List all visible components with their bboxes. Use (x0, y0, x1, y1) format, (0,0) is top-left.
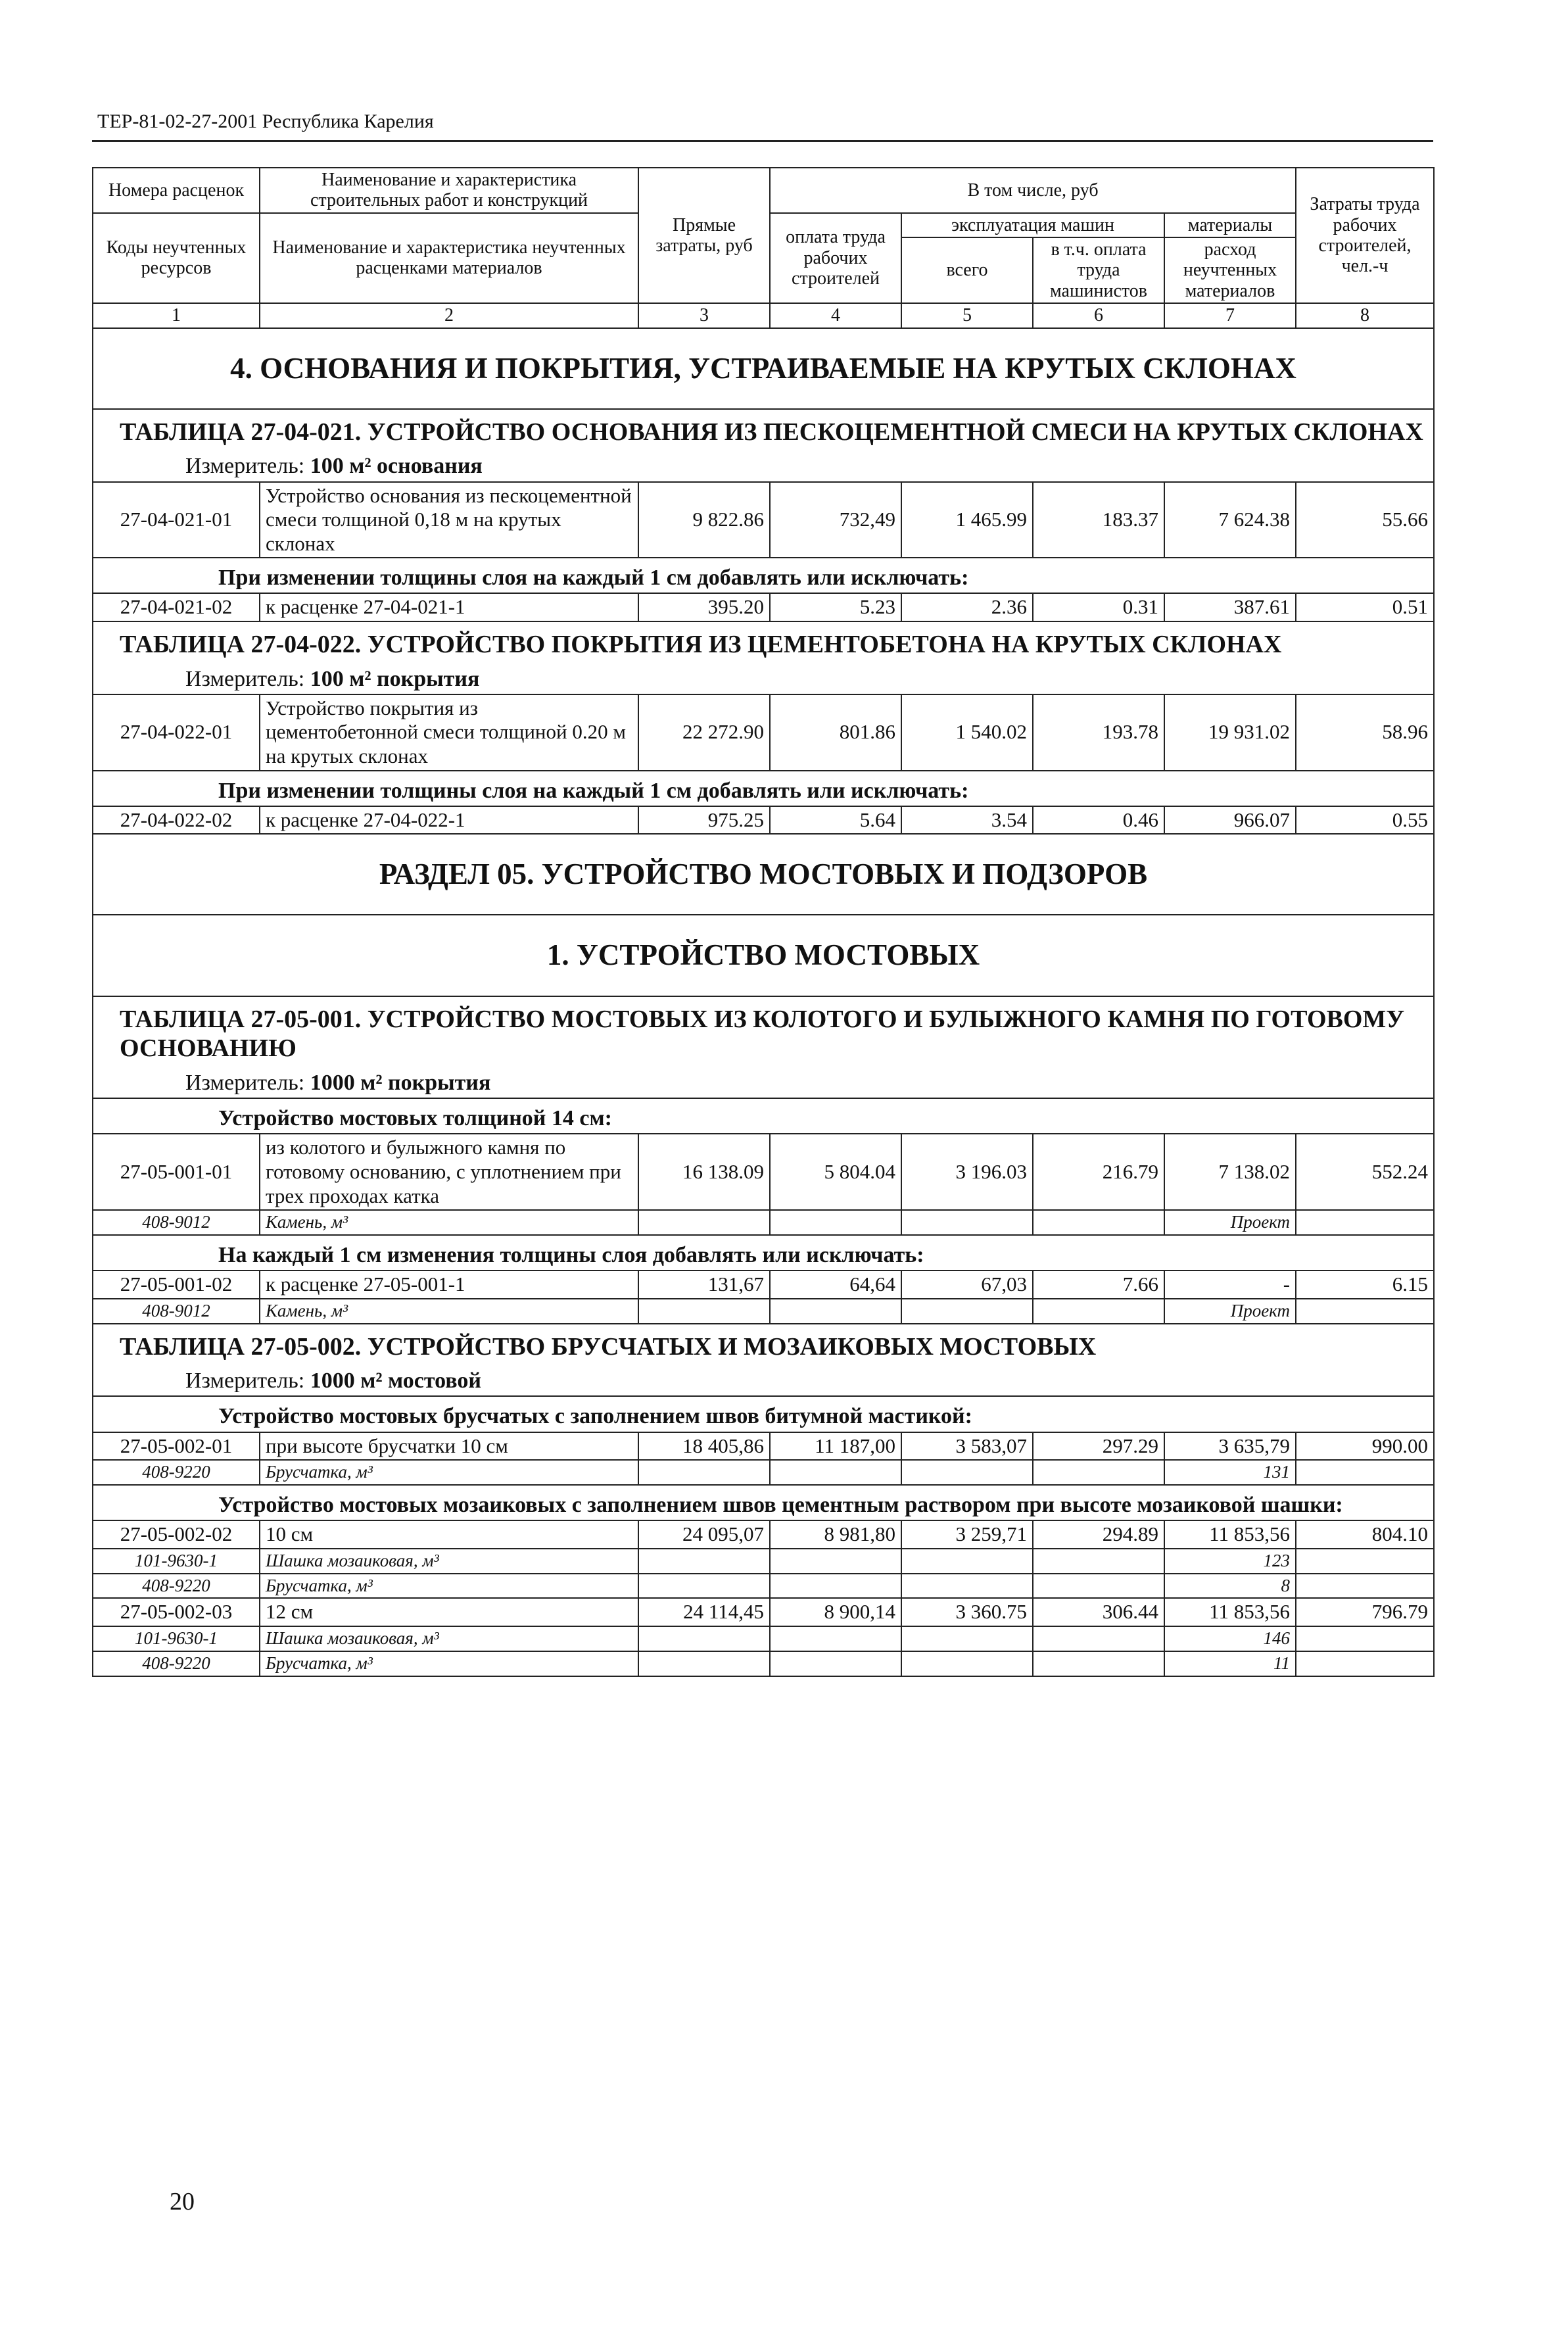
table-title-text: ТАБЛИЦА 27-05-001. УСТРОЙСТВО МОСТОВЫХ ИЗ КОЛОТОГО И БУЛЫЖНОГО КАМНЯ ПО ГОТОВОМУ ОСНОВАНИЮ (120, 1005, 1405, 1063)
rate-code: 27-05-002-02 (93, 1520, 260, 1549)
labor-pay: 5.64 (770, 806, 901, 835)
rate-code: 27-05-001-02 (93, 1271, 260, 1299)
column-number: 2 (260, 303, 638, 327)
rate-code: 27-04-022-02 (93, 806, 260, 835)
meter-label: Измеритель: (185, 454, 305, 479)
resource-row (93, 1626, 1434, 1651)
labor-pay: 64,64 (770, 1271, 901, 1299)
labor-hours: 55.66 (1296, 482, 1434, 558)
machines-total: 1 465.99 (901, 482, 1033, 558)
rate-description: 10 см (260, 1520, 638, 1549)
labor-hours: 6.15 (1296, 1271, 1434, 1299)
empty-cell (1296, 1210, 1434, 1235)
direct-costs: 16 138.09 (638, 1134, 770, 1210)
table-title-text: ТАБЛИЦА 27-05-002. УСТРОЙСТВО БРУСЧАТЫХ И МОЗАИКОВЫХ МОСТОВЫХ (120, 1332, 1097, 1361)
resource-name: Шашка мозаиковая, м³ (260, 1549, 638, 1574)
machinist-pay: 294.89 (1033, 1520, 1164, 1549)
table-meter (120, 666, 1427, 692)
table-row (93, 1432, 1434, 1461)
column-number: 8 (1296, 303, 1434, 327)
resource-code: 408-9220 (93, 1574, 260, 1599)
labor-hours: 552.24 (1296, 1134, 1434, 1210)
meter-label: Измеритель: (185, 1368, 305, 1393)
empty-cell (770, 1651, 901, 1676)
labor-pay: 8 981,80 (770, 1520, 901, 1549)
table-title (93, 621, 1434, 694)
resource-name: Брусчатка, м³ (260, 1574, 638, 1599)
header-rule (92, 140, 1433, 142)
col4-header: оплата труда рабочих строителей (770, 213, 901, 303)
empty-cell (638, 1651, 770, 1676)
rate-description: к расценке 27-05-001-1 (260, 1271, 638, 1299)
rate-description: из колотого и булыжного камня по готовому основанию, с уплотнением при трех проходах катка (260, 1134, 638, 1210)
meter-label: Измеритель: (185, 666, 305, 691)
empty-cell (901, 1626, 1033, 1651)
table-title (93, 409, 1434, 482)
column-numbers-row (93, 303, 1434, 327)
machinist-pay: 0.46 (1033, 806, 1164, 835)
labor-pay: 732,49 (770, 482, 901, 558)
table-row (93, 1271, 1434, 1299)
labor-pay: 5.23 (770, 593, 901, 621)
col7-header: расход неучтенных материалов (1164, 237, 1296, 303)
resource-code: 408-9220 (93, 1651, 260, 1676)
materials-cost: 387.61 (1164, 593, 1296, 621)
labor-pay: 11 187,00 (770, 1432, 901, 1461)
empty-cell (638, 1574, 770, 1599)
labor-pay: 5 804.04 (770, 1134, 901, 1210)
machinist-pay: 193.78 (1033, 694, 1164, 771)
empty-cell (901, 1574, 1033, 1599)
empty-cell (1296, 1460, 1434, 1485)
resource-value: 8 (1164, 1574, 1296, 1599)
labor-hours: 990.00 (1296, 1432, 1434, 1461)
table-row (93, 1520, 1434, 1549)
subsection-title: 1. УСТРОЙСТВО МОСТОВЫХ (93, 915, 1434, 996)
adjustment-note: При изменении толщины слоя на каждый 1 см добавлять или исключать: (93, 771, 1434, 806)
resource-code: 408-9012 (93, 1299, 260, 1324)
machinist-pay: 7.66 (1033, 1271, 1164, 1299)
column-number: 6 (1033, 303, 1164, 327)
column-number: 3 (638, 303, 770, 327)
rate-code: 27-05-002-03 (93, 1598, 260, 1626)
table-meter (120, 1368, 1427, 1394)
empty-cell (901, 1299, 1033, 1324)
empty-cell (770, 1626, 901, 1651)
machinist-pay: 216.79 (1033, 1134, 1164, 1210)
direct-costs: 22 272.90 (638, 694, 770, 771)
direct-costs: 131,67 (638, 1271, 770, 1299)
direct-costs: 24 114,45 (638, 1598, 770, 1626)
materials-cost: 11 853,56 (1164, 1598, 1296, 1626)
materials-cost: 7 138.02 (1164, 1134, 1296, 1210)
table-meter (120, 1070, 1427, 1096)
empty-cell (901, 1210, 1033, 1235)
group-subhead: Устройство мостовых брусчатых с заполнением швов битумной мастикой: (93, 1396, 1434, 1432)
machinist-pay: 297.29 (1033, 1432, 1164, 1461)
rate-description: к расценке 27-04-021-1 (260, 593, 638, 621)
resource-value: 123 (1164, 1549, 1296, 1574)
meter-value: 1000 м² покрытия (310, 1071, 491, 1096)
table-title-text: ТАБЛИЦА 27-04-021. УСТРОЙСТВО ОСНОВАНИЯ ИЗ ПЕСКОЦЕМЕНТНОЙ СМЕСИ НА КРУТЫХ СКЛОНАХ (120, 418, 1423, 446)
group-subhead: Устройство мостовых мозаиковых с заполнением швов цементным раствором при высоте мозаиковой шашки: (93, 1485, 1434, 1520)
empty-cell (901, 1651, 1033, 1676)
machines-total: 3.54 (901, 806, 1033, 835)
materials-cost: - (1164, 1271, 1296, 1299)
machinist-pay: 0.31 (1033, 593, 1164, 621)
resource-name: Брусчатка, м³ (260, 1460, 638, 1485)
materials-cost: 19 931.02 (1164, 694, 1296, 771)
meter-value: 1000 м² мостовой (310, 1368, 481, 1393)
direct-costs: 975.25 (638, 806, 770, 835)
col5-header: всего (901, 237, 1033, 303)
table-title (93, 1324, 1434, 1397)
column-number: 5 (901, 303, 1033, 327)
column-number: 1 (93, 303, 260, 327)
labor-pay: 801.86 (770, 694, 901, 771)
rate-description: Устройство основания из пескоцементной смеси толщиной 0,18 м на крутых склонах (260, 482, 638, 558)
empty-cell (1296, 1549, 1434, 1574)
machines-total: 3 583,07 (901, 1432, 1033, 1461)
page-number: 20 (170, 2188, 195, 2216)
table-meter (120, 453, 1427, 479)
col2-bottom: Наименование и характеристика неучтенных расценками материалов (260, 213, 638, 303)
group-header: В том числе, руб (770, 168, 1296, 213)
page-header: ТЕР-81-02-27-2001 Республика Карелия (97, 110, 434, 132)
empty-cell (1033, 1460, 1164, 1485)
resource-code: 101-9630-1 (93, 1626, 260, 1651)
col1-bottom: Коды неучтенных ресурсов (93, 213, 260, 303)
column-number: 4 (770, 303, 901, 327)
table-row (93, 482, 1434, 558)
empty-cell (1033, 1651, 1164, 1676)
materials-cost: 966.07 (1164, 806, 1296, 835)
empty-cell (1033, 1626, 1164, 1651)
col8-header: Затраты труда рабочих строителей, чел.-ч (1296, 168, 1434, 303)
table-row (93, 1598, 1434, 1626)
section-title: 4. ОСНОВАНИЯ И ПОКРЫТИЯ, УСТРАИВАЕМЫЕ НА КРУТЫХ СКЛОНАХ (93, 328, 1434, 409)
empty-cell (638, 1460, 770, 1485)
resource-row (93, 1460, 1434, 1485)
meter-value: 100 м² покрытия (310, 666, 480, 691)
empty-cell (1033, 1299, 1164, 1324)
resource-name: Брусчатка, м³ (260, 1651, 638, 1676)
rates-table (92, 167, 1435, 1677)
rate-code: 27-04-021-02 (93, 593, 260, 621)
table-title (93, 996, 1434, 1099)
machines-total: 3 259,71 (901, 1520, 1033, 1549)
materials-cost: 3 635,79 (1164, 1432, 1296, 1461)
machinist-pay: 306.44 (1033, 1598, 1164, 1626)
empty-cell (1296, 1626, 1434, 1651)
resource-value: 146 (1164, 1626, 1296, 1651)
empty-cell (638, 1626, 770, 1651)
resource-name: Камень, м³ (260, 1210, 638, 1235)
empty-cell (1033, 1574, 1164, 1599)
machines-total: 3 360.75 (901, 1598, 1033, 1626)
labor-hours: 0.55 (1296, 806, 1434, 835)
labor-pay: 8 900,14 (770, 1598, 901, 1626)
materials-cost: 11 853,56 (1164, 1520, 1296, 1549)
column-number: 7 (1164, 303, 1296, 327)
empty-cell (770, 1574, 901, 1599)
machines-total: 2.36 (901, 593, 1033, 621)
machines-total: 1 540.02 (901, 694, 1033, 771)
adjustment-note: На каждый 1 см изменения толщины слоя добавлять или исключать: (93, 1235, 1434, 1271)
col1-top: Номера расценок (93, 168, 260, 213)
empty-cell (770, 1299, 901, 1324)
table-row (93, 1134, 1434, 1210)
rate-description: при высоте брусчатки 10 см (260, 1432, 638, 1461)
col3-header: Прямые затраты, руб (638, 168, 770, 303)
resource-row (93, 1210, 1434, 1235)
labor-hours: 804.10 (1296, 1520, 1434, 1549)
rate-code: 27-04-022-01 (93, 694, 260, 771)
empty-cell (1033, 1549, 1164, 1574)
empty-cell (770, 1210, 901, 1235)
machinist-pay: 183.37 (1033, 482, 1164, 558)
table-row (93, 806, 1434, 835)
direct-costs: 24 095,07 (638, 1520, 770, 1549)
empty-cell (638, 1299, 770, 1324)
resource-value: Проект (1164, 1299, 1296, 1324)
resource-value: 11 (1164, 1651, 1296, 1676)
empty-cell (1296, 1574, 1434, 1599)
table-title-text: ТАБЛИЦА 27-04-022. УСТРОЙСТВО ПОКРЫТИЯ ИЗ ЦЕМЕНТОБЕТОНА НА КРУТЫХ СКЛОНАХ (120, 630, 1282, 658)
resource-row (93, 1549, 1434, 1574)
meter-label: Измеритель: (185, 1071, 305, 1096)
empty-cell (770, 1549, 901, 1574)
empty-cell (638, 1549, 770, 1574)
machines-total: 67,03 (901, 1271, 1033, 1299)
empty-cell (1296, 1651, 1434, 1676)
rate-code: 27-05-002-01 (93, 1432, 260, 1461)
section-title: РАЗДЕЛ 05. УСТРОЙСТВО МОСТОВЫХ И ПОДЗОРОВ (93, 834, 1434, 915)
resource-code: 408-9220 (93, 1460, 260, 1485)
empty-cell (770, 1460, 901, 1485)
empty-cell (638, 1210, 770, 1235)
table-row (93, 593, 1434, 621)
resource-code: 408-9012 (93, 1210, 260, 1235)
rate-description: 12 см (260, 1598, 638, 1626)
table-row (93, 694, 1434, 771)
empty-cell (901, 1460, 1033, 1485)
adjustment-note: При изменении толщины слоя на каждый 1 см добавлять или исключать: (93, 558, 1434, 593)
empty-cell (1296, 1299, 1434, 1324)
resource-name: Шашка мозаиковая, м³ (260, 1626, 638, 1651)
direct-costs: 9 822.86 (638, 482, 770, 558)
labor-hours: 796.79 (1296, 1598, 1434, 1626)
empty-cell (1033, 1210, 1164, 1235)
direct-costs: 18 405,86 (638, 1432, 770, 1461)
rate-description: к расценке 27-04-022-1 (260, 806, 638, 835)
labor-hours: 0.51 (1296, 593, 1434, 621)
resource-row (93, 1651, 1434, 1676)
rate-description: Устройство покрытия из цементобетонной смеси толщиной 0.20 м на крутых склонах (260, 694, 638, 771)
resource-value: 131 (1164, 1460, 1296, 1485)
rate-code: 27-04-021-01 (93, 482, 260, 558)
machines-header: эксплуатация машин (901, 213, 1164, 237)
resource-row (93, 1299, 1434, 1324)
direct-costs: 395.20 (638, 593, 770, 621)
meter-value: 100 м² основания (310, 454, 483, 479)
resource-name: Камень, м³ (260, 1299, 638, 1324)
resource-code: 101-9630-1 (93, 1549, 260, 1574)
machines-total: 3 196.03 (901, 1134, 1033, 1210)
col2-top: Наименование и характеристика строительных работ и конструкций (260, 168, 638, 213)
materials-cost: 7 624.38 (1164, 482, 1296, 558)
resource-value: Проект (1164, 1210, 1296, 1235)
rate-code: 27-05-001-01 (93, 1134, 260, 1210)
empty-cell (901, 1549, 1033, 1574)
labor-hours: 58.96 (1296, 694, 1434, 771)
resource-row (93, 1574, 1434, 1599)
materials-header: материалы (1164, 213, 1296, 237)
group-subhead: Устройство мостовых толщиной 14 см: (93, 1098, 1434, 1134)
col6-header: в т.ч. оплата труда машинистов (1033, 237, 1164, 303)
